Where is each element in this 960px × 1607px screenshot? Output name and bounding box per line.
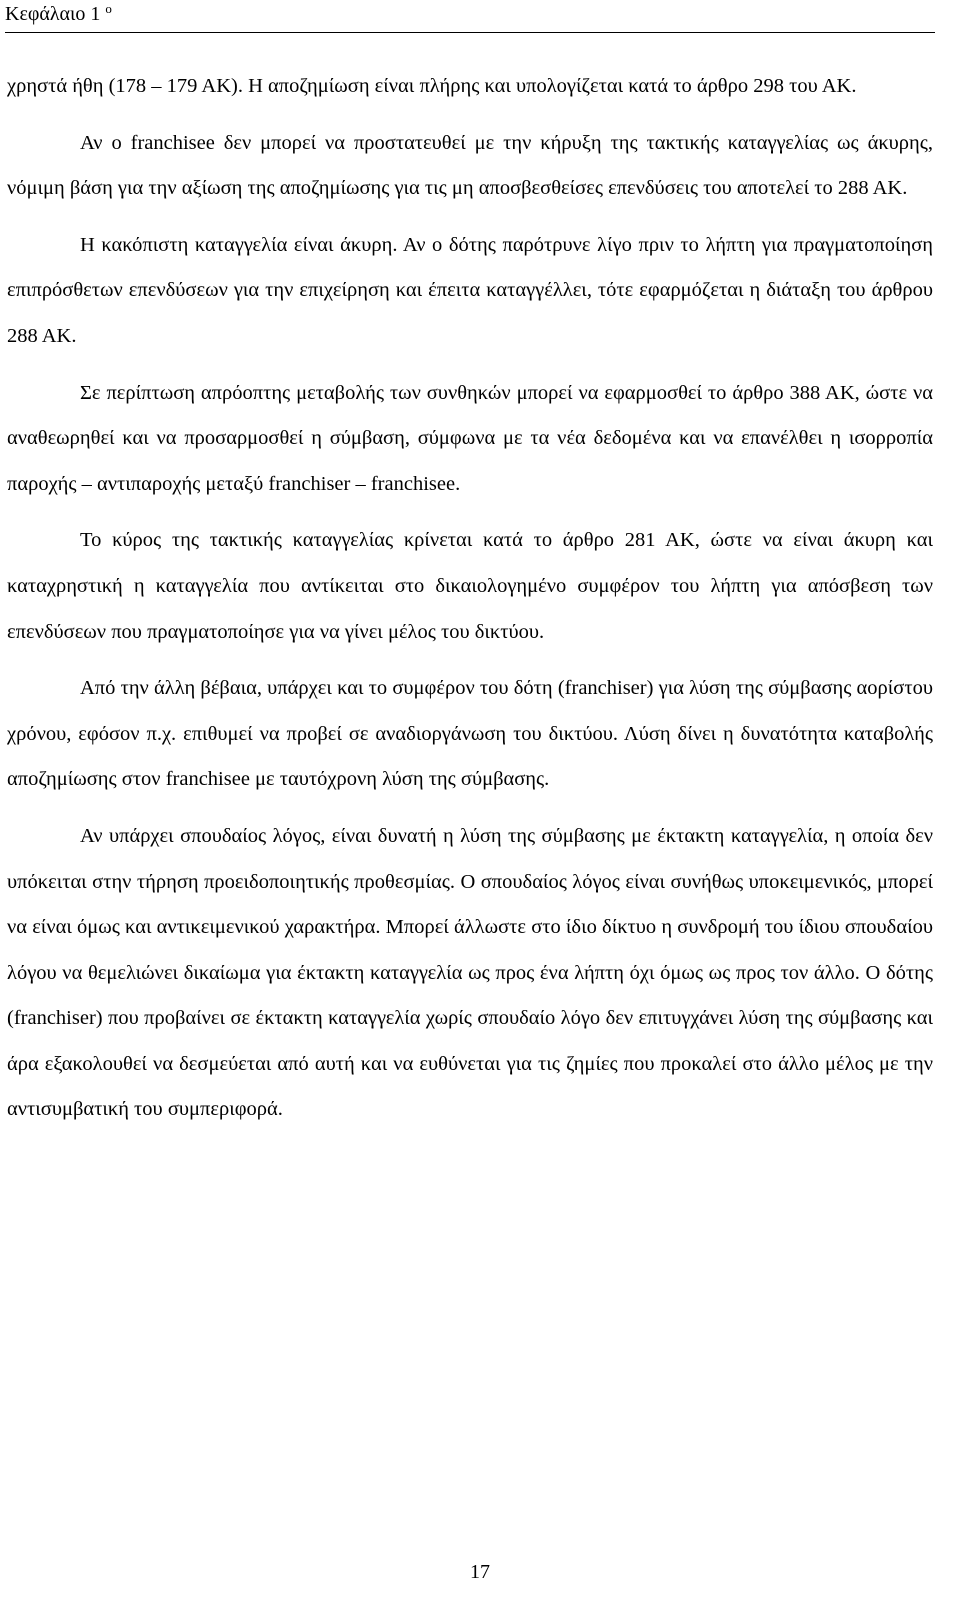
chapter-label-superscript: ο <box>105 1 112 16</box>
chapter-label <box>5 2 112 26</box>
page-body <box>7 64 933 1144</box>
paragraph: Αν υπάρχει σπουδαίος λόγος, είναι δυνατή η λύση της σύμβασης με έκτακτη καταγγελία, η οποία δεν υπόκειται στην τήρηση προειδοποιητικής προθεσμίας. Ο σπουδαίος λόγος είναι συνήθως υποκειμενικός, μπορεί να είναι όμως και αντικειμενικού χαρακτήρα. Μπορεί άλλωστε στο ίδιο δίκτυο η συνδρομή του ίδιου σπουδαίου λόγου να θεμελιώνει δικαίωμα για έκτακτη καταγγελία ως προς ένα λήπτη όχι όμως ως προς τον άλλο. Ο δότης (franchiser) που προβαίνει σε έκτακτη καταγγελία χωρίς σπουδαίο λόγο δεν επιτυγχάνει λύση της σύμβασης και άρα εξακολουθεί να δεσμεύεται από αυτή και να ευθύνεται για τις ζημίες που προκαλεί στο άλλο μέλος με την αντισυμβατική του συμπεριφορά. <box>7 824 933 1121</box>
page-number: 17 <box>470 1561 490 1583</box>
running-header <box>5 2 935 33</box>
paragraph: Από την άλλη βέβαια, υπάρχει και το συμφέρον του δότη (franchiser) για λύση της σύμβασης αορίστου χρόνου, εφόσον π.χ. επιθυμεί να προβεί σε αναδιοργάνωση του δικτύου. Λύση δίνει η δυνατότητα καταβολής αποζημίωσης στον franchisee με ταυτόχρονη λύση της σύμβασης. <box>7 677 933 791</box>
paragraph-continuation: χρηστά ήθη (178 – 179 ΑΚ). Η αποζημίωση είναι πλήρης και υπολογίζεται κατά το άρθρο 298 του ΑΚ. <box>7 75 857 97</box>
paragraph: Αν ο franchisee δεν μπορεί να προστατευθεί με την κήρυξη της τακτικής καταγγελίας ως άκυρης, νόμιμη βάση για την αξίωση της αποζημίωσης για τις μη αποσβεσθείσες επενδύσεις του αποτελεί το 288 ΑΚ. <box>7 131 933 200</box>
chapter-label-text: Κεφάλαιο 1 <box>5 3 101 25</box>
paragraph: Το κύρος της τακτικής καταγγελίας κρίνεται κατά το άρθρο 281 ΑΚ, ώστε να είναι άκυρη και καταχρηστική η καταγγελία που αντίκειται στο δικαιολογημένο συμφέρον του λήπτη για απόσβεση των επενδύσεων που πραγματοποίησε για να γίνει μέλος του δικτύου. <box>7 529 933 643</box>
paragraph: Σε περίπτωση απρόοπτης μεταβολής των συνθηκών μπορεί να εφαρμοσθεί το άρθρο 388 ΑΚ, ώστε να αναθεωρηθεί και να προσαρμοσθεί η σύμβαση, σύμφωνα με τα νέα δεδομένα και να επανέλθει η ισορροπία παροχής – αντιπαροχής μεταξύ franchiser – franchisee. <box>7 381 933 495</box>
paragraph: Η κακόπιστη καταγγελία είναι άκυρη. Αν ο δότης παρότρυνε λίγο πριν το λήπτη για πραγματοποίηση επιπρόσθετων επενδύσεων για την επιχείρηση και έπειτα καταγγέλλει, τότε εφαρμόζεται η διάταξη του άρθρου 288 ΑΚ. <box>7 233 933 347</box>
